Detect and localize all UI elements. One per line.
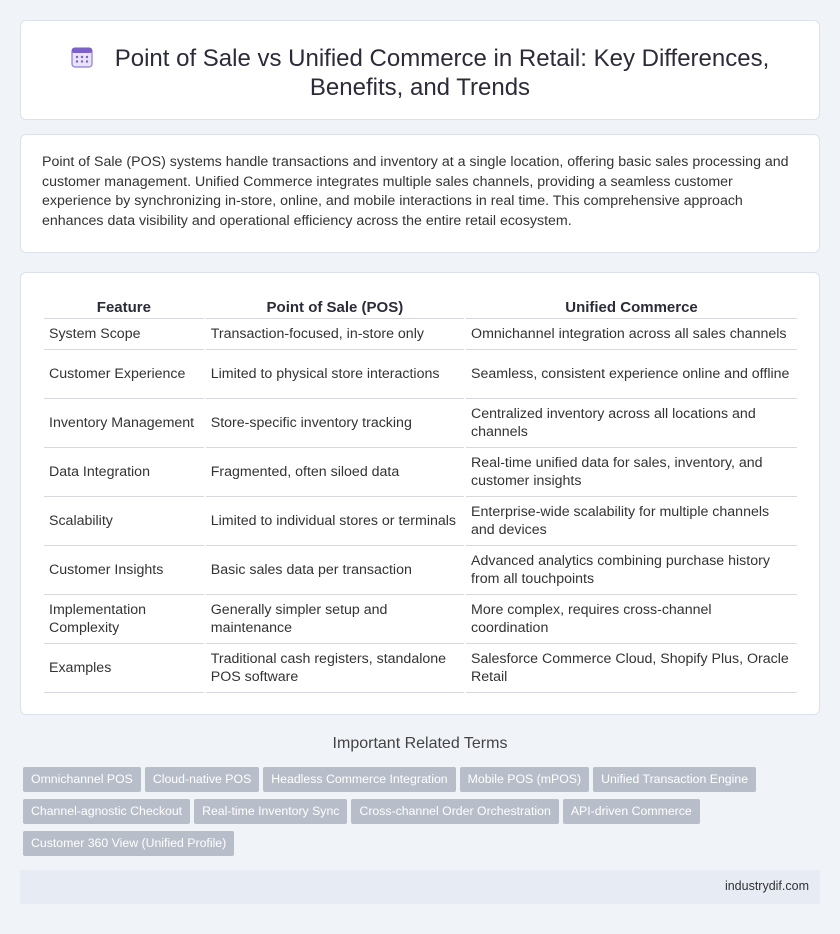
table-cell-pos: Limited to physical store interactions bbox=[206, 350, 464, 399]
table-cell-feature: Customer Insights bbox=[44, 546, 204, 595]
related-term-tag[interactable]: Mobile POS (mPOS) bbox=[460, 767, 589, 792]
table-cell-pos: Store-specific inventory tracking bbox=[206, 399, 464, 448]
related-term-tag[interactable]: Channel-agnostic Checkout bbox=[23, 799, 190, 824]
table-cell-unified: Advanced analytics combining purchase history from all touchpoints bbox=[466, 546, 797, 595]
table-cell-pos: Fragmented, often siloed data bbox=[206, 448, 464, 497]
column-header-feature: Feature bbox=[44, 297, 204, 319]
related-terms-list bbox=[23, 767, 803, 863]
table-cell-pos: Limited to individual stores or terminals bbox=[206, 497, 464, 546]
table-row bbox=[44, 319, 797, 350]
related-term-tag[interactable]: Cloud-native POS bbox=[145, 767, 259, 792]
table-cell-feature: Data Integration bbox=[44, 448, 204, 497]
related-terms-heading: Important Related Terms bbox=[332, 735, 508, 752]
footer-site-link[interactable]: industrydif.com bbox=[724, 879, 809, 893]
column-header-pos: Point of Sale (POS) bbox=[206, 297, 464, 319]
table-cell-pos: Generally simpler setup and maintenance bbox=[206, 595, 464, 644]
table-row bbox=[44, 350, 797, 399]
intro-card bbox=[20, 134, 820, 253]
table-row bbox=[44, 448, 797, 497]
table-cell-pos: Traditional cash registers, standalone POS software bbox=[206, 644, 464, 693]
related-term-tag[interactable]: API-driven Commerce bbox=[563, 799, 700, 824]
table-cell-feature: Implementation Complexity bbox=[44, 595, 204, 644]
page-title-text: Point of Sale vs Unified Commerce in Retail: Key Differences, Benefits, and Trends bbox=[114, 45, 770, 101]
table-cell-unified: More complex, requires cross-channel coordination bbox=[466, 595, 797, 644]
related-term-tag[interactable]: Cross-channel Order Orchestration bbox=[351, 799, 558, 824]
calendar-icon bbox=[71, 46, 93, 68]
table-cell-unified: Centralized inventory across all locations and channels bbox=[466, 399, 797, 448]
table-cell-feature: System Scope bbox=[44, 319, 204, 350]
table-header-row bbox=[44, 297, 797, 319]
related-term-tag[interactable]: Customer 360 View (Unified Profile) bbox=[23, 831, 234, 856]
comparison-card bbox=[20, 272, 820, 715]
table-cell-feature: Inventory Management bbox=[44, 399, 204, 448]
footer bbox=[20, 870, 820, 904]
table-row bbox=[44, 546, 797, 595]
table-row bbox=[44, 595, 797, 644]
table-cell-pos: Transaction-focused, in-store only bbox=[206, 319, 464, 350]
table-row bbox=[44, 644, 797, 693]
table-cell-unified: Salesforce Commerce Cloud, Shopify Plus, Oracle Retail bbox=[466, 644, 797, 693]
related-term-tag[interactable]: Real-time Inventory Sync bbox=[194, 799, 347, 824]
table-cell-feature: Examples bbox=[44, 644, 204, 693]
table-cell-unified: Enterprise-wide scalability for multiple channels and devices bbox=[466, 497, 797, 546]
related-term-tag[interactable]: Headless Commerce Integration bbox=[263, 767, 455, 792]
table-cell-unified: Seamless, consistent experience online and offline bbox=[466, 350, 797, 399]
page-title bbox=[61, 44, 779, 102]
related-term-tag[interactable]: Omnichannel POS bbox=[23, 767, 141, 792]
table-row bbox=[44, 497, 797, 546]
title-card bbox=[20, 20, 820, 120]
table-cell-feature: Customer Experience bbox=[44, 350, 204, 399]
table-cell-unified: Omnichannel integration across all sales channels bbox=[466, 319, 797, 350]
table-cell-pos: Basic sales data per transaction bbox=[206, 546, 464, 595]
column-header-unified: Unified Commerce bbox=[466, 297, 797, 319]
comparison-table bbox=[42, 297, 799, 693]
table-row bbox=[44, 399, 797, 448]
intro-paragraph: Point of Sale (POS) systems handle transactions and inventory at a single location, offering basic sales processing and customer management. Unified Commerce integrates multiple sales channels, providing a seamless customer experience by synchronizing in-store, online, and mobile interactions in real time. This comprehensive approach enhances data visibility and operational efficiency across the entire retail ecosystem. bbox=[42, 154, 789, 229]
table-cell-unified: Real-time unified data for sales, inventory, and customer insights bbox=[466, 448, 797, 497]
table-cell-feature: Scalability bbox=[44, 497, 204, 546]
related-term-tag[interactable]: Unified Transaction Engine bbox=[593, 767, 756, 792]
